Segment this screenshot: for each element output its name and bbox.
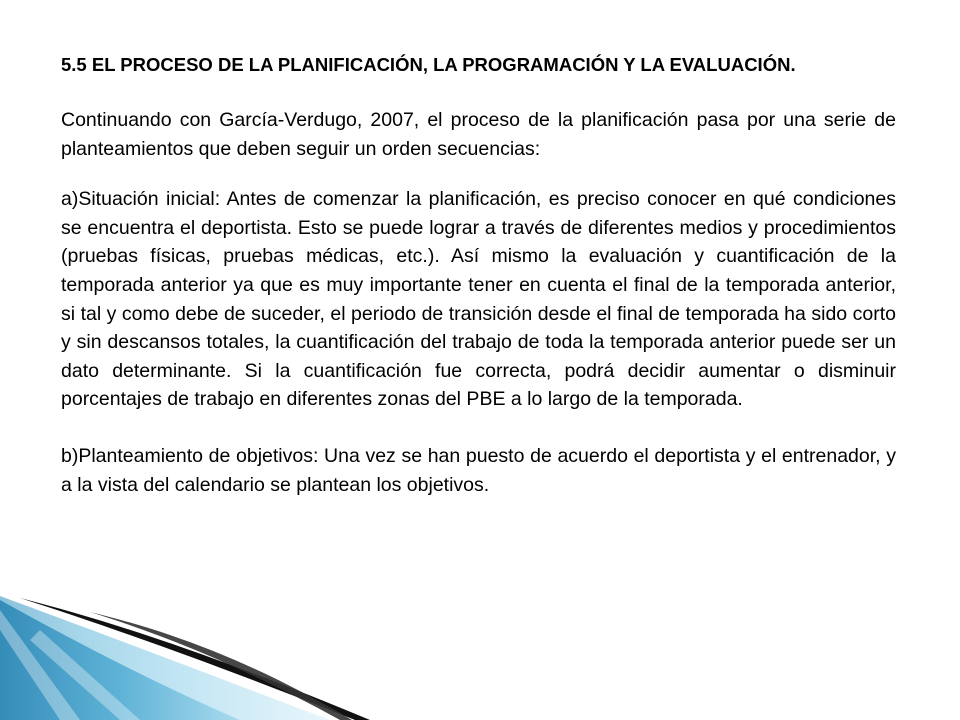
initial-situation-paragraph: a)Situación inicial: Antes de comenzar la planificación, es preciso conocer en qué condiciones se encuentra el deportista. Esto se puede lograr a través de diferentes medios y procedimientos (pruebas físicas, pruebas médicas, etc.). Así mismo la evaluación y cuantificación de la temporada anterior ya que es muy importante tener en cuenta el final de la temporada anterior, si tal y como debe de suceder, el periodo de transición desde el final de temporada ha sido corto y sin descansos totales, la cuantificación del trabajo de toda la temporada anterior puede ser un dato determinante. Si la cuantificación fue correcta, podrá decidir aumentar o disminuir porcentajes de trabajo en diferentes zonas del PBE a lo largo de la temporada. [61, 188, 896, 411]
intro-paragraph: Continuando con García-Verdugo, 2007, el proceso de la planificación pasa por una serie de planteamientos que deben seguir un orden secuencias: [61, 109, 896, 160]
slide-heading: 5.5 EL PROCESO DE LA PLANIFICACIÓN, LA PROGRAMACIÓN Y LA EVALUACIÓN. [61, 54, 796, 75]
objectives-paragraph: b)Planteamiento de objetivos: Una vez se han puesto de acuerdo el deportista y el entrenador, y a la vista del calendario se plantean los objetivos. [61, 444, 896, 496]
slide-content [61, 50, 896, 499]
